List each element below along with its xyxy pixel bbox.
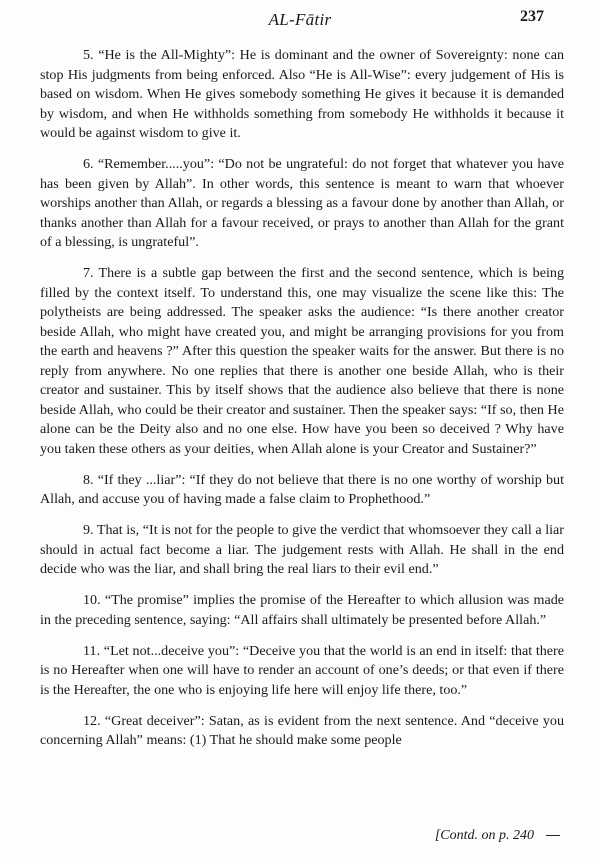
note-10: 10. “The promise” implies the promise of the Hereafter to which allusion was made in the preceding sentence, saying: “All affairs shall ultimately be presented before Allah.”	[40, 592, 564, 628]
continuation-dash	[546, 835, 560, 836]
running-head-title: AL-Fātir	[268, 10, 332, 29]
note-8: 8. “If they ...liar”: “If they do not believe that there is no one worthy of worship but Allah, and accuse you of having made a false claim to Prophethood.”	[40, 471, 564, 507]
note-9: 9. That is, “It is not for the people to give the verdict that whomsoever they call a liar should in actual fact become a liar. The judgement rests with Allah. He shall in the end decide who was the liar, and shall bring the real liars to their evil end.”	[40, 522, 564, 577]
note-11: 11. “Let not...deceive you”: “Deceive you that the world is an end in itself: that there is no Hereafter when one will have to render an account of one’s deeds; or that even if there is the Hereafter, the one who is enjoying life here will enjoy life there, too.”	[40, 642, 564, 698]
note-5: 5. “He is the All-Mighty”: He is dominant and the owner of Sovereignty: none can stop His judgments from being enforced. Also “He is All-Wise”: every judgement of His is based on wisdom. When He gives somebody something He gives it because it is demanded by wisdom, and when He withholds something from somebody He withholds it because it would be against wisdom to give it.	[40, 47, 564, 141]
note-12: 12. “Great deceiver”: Satan, as is evident from the next sentence. And “deceive you concerning Allah” means: (1) That he should make some people	[40, 712, 564, 748]
continuation-note	[435, 828, 560, 844]
continuation-text: [Contd. on p. 240	[434, 828, 534, 843]
note-6: 6. “Remember.....you”: “Do not be ungrateful: do not forget that whatever you have has been given by Allah”. In other words, this sentence is meant to warn that whoever worships another than Allah, or regards a blessing as a favour done by another than Allah, or thanks another than Allah for a favour received, or prays to another than Allah for the grant of a blessing, is ungrateful”.	[40, 156, 564, 250]
commentary-notes	[40, 46, 564, 762]
page-number: 237	[520, 8, 544, 25]
note-7: 7. There is a subtle gap between the first and the second sentence, which is being filled by the context itself. To understand this, one may visualize the scene like this: The polytheists are being addressed. The speaker asks the audience: “Is there another creator beside Allah, who might have created you, and might be arranging provisions for you from the earth and heavens ?” After this question the speaker waits for the answer. But there is no reply from anywhere. No one replies that there is another one beside Allah, who is their creator and sustainer. This by itself shows that the audience also believe that there is none beside Allah, who could be their creator and sustainer. Then the speaker says: “If so, then He alone can be the Deity also and no one else. How have you been so deceived ? Why have you taken these others as your deities, when Allah alone is your Creator and Sustainer?”	[40, 265, 564, 457]
